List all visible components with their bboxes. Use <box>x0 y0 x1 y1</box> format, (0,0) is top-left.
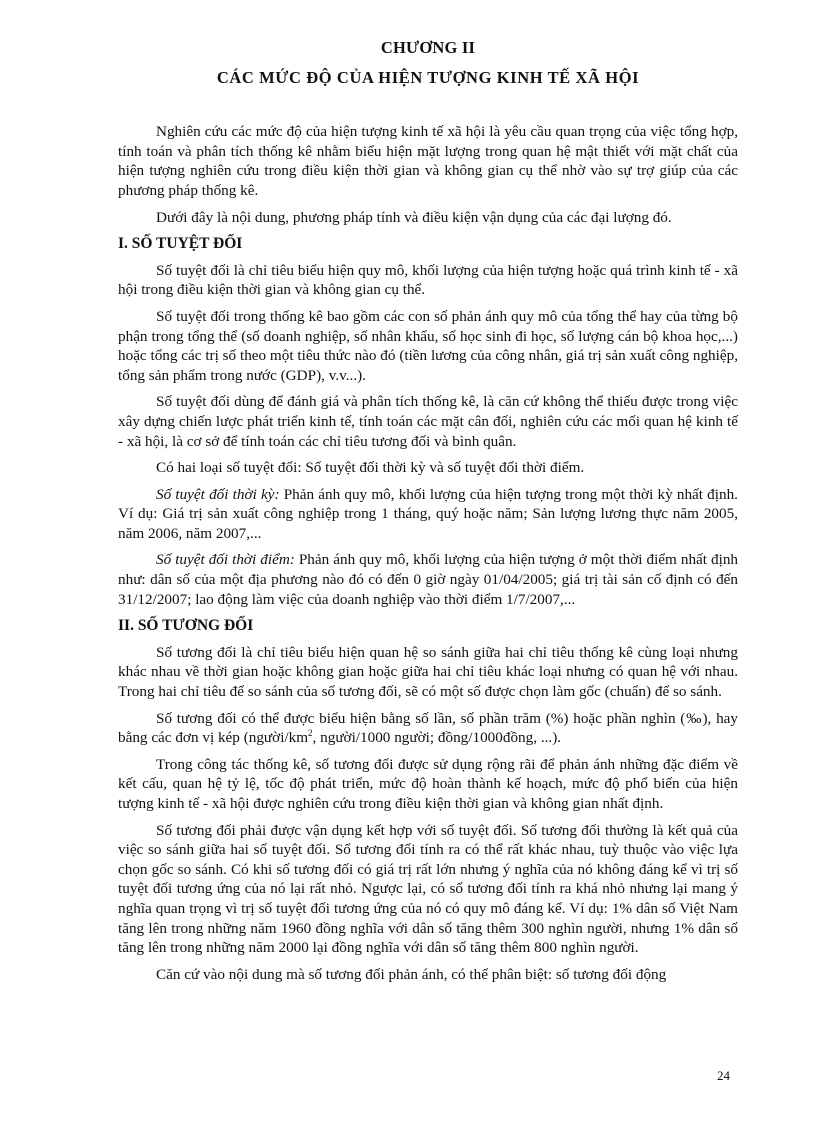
section-heading-relative: II. SỐ TƯƠNG ĐỐI <box>118 617 254 635</box>
term-point: Số tuyệt đối thời điểm: <box>156 551 295 569</box>
period-text: Phản ánh quy mô, khối lượng của hiện tượng trong một thời kỳ nhất định. Ví dụ: Giá trị sản xuất công nghiệp trong 1 tháng, quý hoặc năm; Sản lượng lương thực năm 2005, năm 2006, năm 2007,... <box>118 485 738 542</box>
intro-paragraph-2: Dưới đây là nội dung, phương pháp tính và điều kiện vận dụng của các đại lượng đó. <box>156 208 672 226</box>
absolute-paragraph-3: Số tuyệt đối dùng để đánh giá và phân tích thống kê, là căn cứ không thể thiếu được trong việc xây dựng chiến lược phát triển kinh tế, tính toán các mặt cân đối, nghiên cứu các mối quan hệ kinh tế - xã hội, là cơ sở để tính toán các chỉ tiêu tương đối và bình quân. <box>118 393 738 450</box>
section-heading-absolute: I. SỐ TUYỆT ĐỐI <box>118 235 243 253</box>
relative-units-a: Số tương đối có thể được biểu hiện bằng số lần, số phần trăm (%) hoặc phần nghìn (‰), hay bằng các đơn vị kép (người/km <box>118 709 738 747</box>
relative-paragraph-5: Căn cứ vào nội dung mà số tương đối phản ánh, có thể phân biệt: số tương đối động <box>156 965 667 983</box>
page-number: 24 <box>717 1068 730 1083</box>
relative-paragraph-2 <box>118 709 738 748</box>
relative-paragraph-4: Số tương đối phải được vận dụng kết hợp với số tuyệt đối. Số tương đối thường là kết quả của việc so sánh giữa hai số tuyệt đối. Số tương đối tính ra có thể rất khác nhau, tuỳ thuộc vào việc lựa chọn gốc so sánh. Có khi số tương đối có giá trị rất lớn nhưng ý nghĩa của nó không đáng kể vì trị số tuyệt đối tương ứng của nó lại rất nhỏ. Ngược lại, có số tương đối tính ra khá nhỏ nhưng lại mang ý nghĩa quan trọng vì trị số tuyệt đối tương ứng của nó có quy mô đáng kể. Ví dụ: 1% dân số Việt Nam tăng lên trong những năm 1960 đồng nghĩa với dân số tăng thêm 300 nghìn người, nhưng 1% dân số tăng lên trong những năm 2000 lại đồng nghĩa với dân số tăng thêm 800 nghìn người. <box>118 821 738 957</box>
superscript-2: 2 <box>308 728 313 739</box>
chapter-title: CÁC MỨC ĐỘ CỦA HIỆN TƯỢNG KINH TẾ XÃ HỘI <box>216 67 640 87</box>
chapter-heading: CHƯƠNG II <box>380 38 476 57</box>
intro-paragraph-1: Nghiên cứu các mức độ của hiện tượng kinh tế xã hội là yêu cầu quan trọng của việc tổng hợp, tính toán và phân tích thống kê nhằm biểu hiện mặt lượng trong quan hệ mật thiết với mặt chất của hiện tượng nghiên cứu trong điều kiện thời gian và không gian cụ thể nhờ vào sự trợ giúp của các phương pháp thống kê. <box>118 123 738 199</box>
relative-paragraph-3: Trong công tác thống kê, số tương đối được sử dụng rộng rãi để phản ánh những đặc điểm về kết cấu, quan hệ tỷ lệ, tốc độ phát triển, mức độ hoàn thành kế hoạch, mức độ phổ biến của hiện tượng kinh tế - xã hội được nghiên cứu trong điều kiện thời gian và không gian nhất định. <box>118 755 738 812</box>
point-text: Phản ánh quy mô, khối lượng của hiện tượng ở một thời điểm nhất định như: dân số của một địa phương nào đó có đến 0 giờ ngày 01/04/2005; giá trị tài sản cố định có đến 31/12/2007; lao động làm việc của doanh nghiệp vào thời điểm 1/7/2007,... <box>118 551 739 608</box>
absolute-paragraph-4: Có hai loại số tuyệt đối: Số tuyệt đối thời kỳ và số tuyệt đối thời điểm. <box>156 459 585 477</box>
term-period: Số tuyệt đối thời kỳ: <box>156 485 280 503</box>
document-page <box>118 38 738 991</box>
absolute-paragraph-2: Số tuyệt đối trong thống kê bao gồm các con số phản ánh quy mô của tổng thể hay của từng bộ phận trong tổng thể (số doanh nghiệp, số nhân khẩu, số học sinh đi học, số lượng cán bộ khoa học,...) hoặc tổng các trị số theo một tiêu thức nào đó (tiền lương của công nhân, giá trị sản xuất công nghiệp, tổng sản phẩm trong nước (GDP), v.v...). <box>118 307 738 384</box>
absolute-paragraph-1: Số tuyệt đối là chỉ tiêu biểu hiện quy mô, khối lượng của hiện tượng hoặc quá trình kinh tế - xã hội trong điều kiện thời gian và không gian cụ thể. <box>118 261 738 299</box>
absolute-period-paragraph <box>118 485 738 544</box>
relative-units-b: , người/1000 người; đồng/1000đồng, ...). <box>312 729 562 747</box>
relative-paragraph-1: Số tương đối là chỉ tiêu biểu hiện quan hệ so sánh giữa hai chỉ tiêu thống kê cùng loại nhưng khác nhau về thời gian hoặc không gian hoặc giữa hai chỉ tiêu khác loại nhưng có quan hệ với nhau. Trong hai chỉ tiêu để so sánh của số tương đối, sẽ có một số được chọn làm gốc (chuẩn) để so sánh. <box>118 643 738 701</box>
absolute-point-paragraph <box>118 550 738 609</box>
